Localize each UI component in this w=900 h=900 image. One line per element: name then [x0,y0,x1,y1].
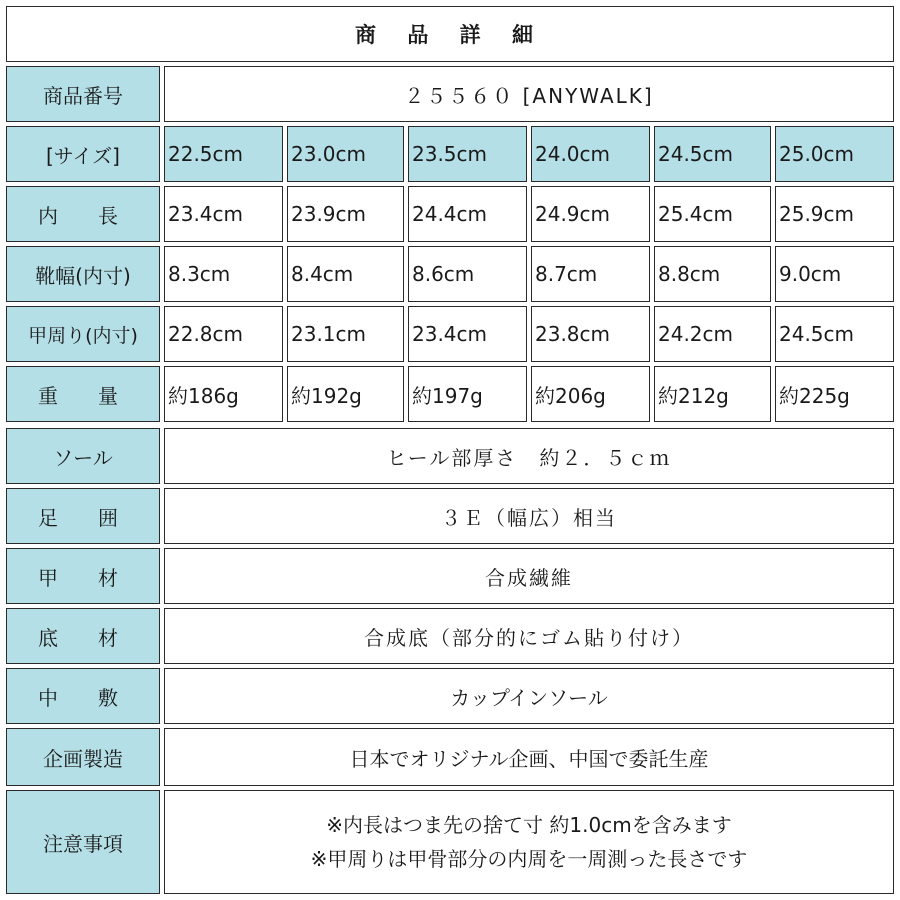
upper-material-value: 合成繊維 [164,548,894,604]
size-header-label: [サイズ] [6,126,160,182]
inner-length-cell: 23.4cm [164,186,283,242]
shoe-width-cell: 8.8cm [654,246,771,302]
insole-label: 中 敷 [6,668,160,724]
instep-cell: 24.5cm [775,306,894,362]
weight-cell: 約212g [654,366,771,422]
size-cell: 23.0cm [287,126,404,182]
size-cell: 25.0cm [775,126,894,182]
shoe-width-cell: 8.3cm [164,246,283,302]
shoe-width-label: 靴幅(内寸) [6,246,160,302]
shoe-width-cell: 8.6cm [408,246,527,302]
instep-cell: 24.2cm [654,306,771,362]
insole-value: カップインソール [164,668,894,724]
shoe-width-cell: 8.7cm [531,246,650,302]
upper-material-label: 甲 材 [6,548,160,604]
size-cell: 24.0cm [531,126,650,182]
size-cell: 24.5cm [654,126,771,182]
notes-label: 注意事項 [6,790,160,894]
weight-label: 重 量 [6,366,160,422]
weight-cell: 約197g [408,366,527,422]
weight-cell: 約186g [164,366,283,422]
shoe-width-cell: 9.0cm [775,246,894,302]
product-number-value: ２５５６０ [ANYWALK] [164,66,894,122]
shoe-width-cell: 8.4cm [287,246,404,302]
size-cell: 23.5cm [408,126,527,182]
inner-length-cell: 25.9cm [775,186,894,242]
size-cell: 22.5cm [164,126,283,182]
instep-label: 甲周り(内寸) [6,306,160,362]
outsole-value: 合成底（部分的にゴム貼り付け） [164,608,894,664]
inner-length-cell: 25.4cm [654,186,771,242]
notes-value [164,790,894,894]
foot-width-label: 足 囲 [6,488,160,544]
outsole-label: 底 材 [6,608,160,664]
instep-cell: 23.4cm [408,306,527,362]
inner-length-label: 内 長 [6,186,160,242]
inner-length-cell: 24.4cm [408,186,527,242]
weight-cell: 約225g [775,366,894,422]
instep-cell: 23.1cm [287,306,404,362]
weight-cell: 約192g [287,366,404,422]
origin-label: 企画製造 [6,728,160,786]
instep-cell: 23.8cm [531,306,650,362]
instep-cell: 22.8cm [164,306,283,362]
product-number-label: 商品番号 [6,66,160,122]
weight-cell: 約206g [531,366,650,422]
sole-value: ヒール部厚さ 約２．５ｃｍ [164,428,894,484]
note-line: ※内長はつま先の捨て寸 約1.0cmを含みます [326,813,732,837]
page-title: 商 品 詳 細 [6,6,894,62]
origin-value: 日本でオリジナル企画、中国で委託生産 [164,728,894,786]
note-line: ※甲周りは甲骨部分の内周を一周測った長さです [310,847,748,871]
inner-length-cell: 23.9cm [287,186,404,242]
inner-length-cell: 24.9cm [531,186,650,242]
foot-width-value: ３Ｅ（幅広）相当 [164,488,894,544]
sole-label: ソール [6,428,160,484]
